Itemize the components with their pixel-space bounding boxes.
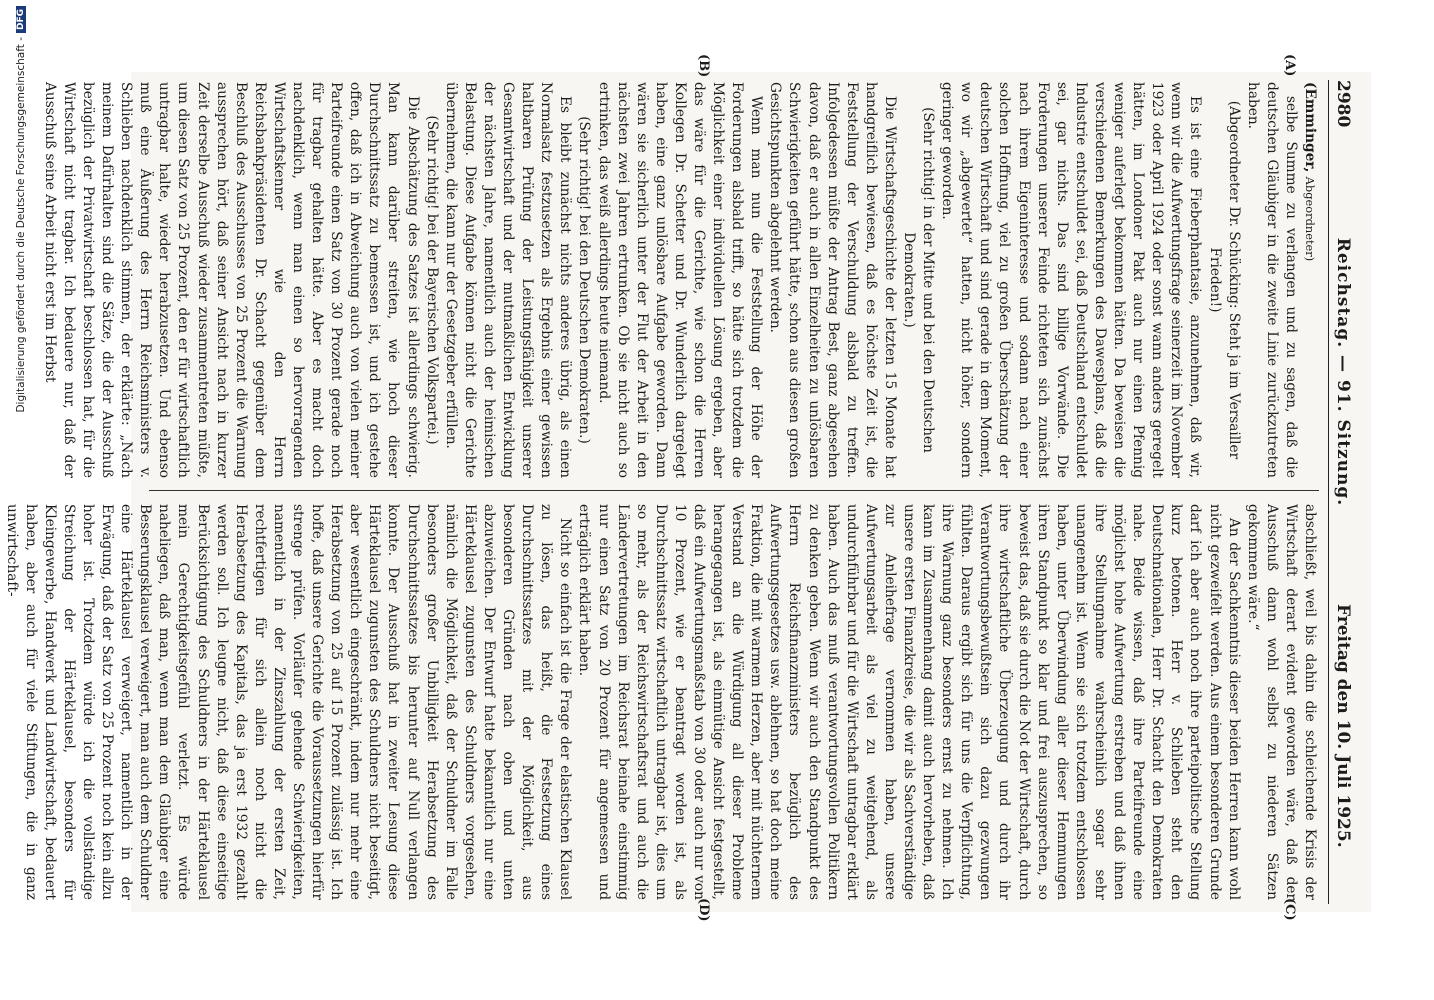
paragraph: Es ist eine Fieberphantasie, anzunehmen, daß wir, wenn wir die Aufwertungsfrage seinerzeit im November 1923 oder April 1924 oder sonst wann anders geregelt hätten, im Londoner Pakt auch nur einen Pfennig weniger auferlegt bekommen hätten. Da beweisen die verschiedenen Bemerkungen des Dawesplans, daß die Industrie entschuldet sei, daß Deutschland entschuldet sei, gar nichts. Das sind billige Vorwände. Die Forderungen unserer Feinde richteten sich zunächst nach ihrem Eigeninteresse und sodann nach einer solchen Hoffnung, viel zu großen Überschätzung der deutschen Wirtschaft und sind gerade in dem Moment, wo wir „abgewertet“ hatten, nicht höher, sondern geringer geworden.	[939, 82, 1204, 478]
paragraph: Die Abschätzung des Satzes ist allerdings schwierig. Man kann darüber streiten, wie hoch dieser Durchschnittssatz zu bemessen ist, und ich gestehe offen, daß ich in Abweichung auch von vielen meiner Parteifreunde einen Satz von 30 Prozent gerade noch für tragbar gehalten hätte. Aber es macht doch nachdenklich, wenn man einen so hervorragenden Wirtschaftskenner wie den Herrn Reichsbankpräsidenten Dr. Schacht gegenüber dem Beschluß des Ausschusses von 25 Prozent die Warnung aussprechen hört, daß seiner Ansicht nach in kurzer Zeit derselbe Ausschuß wieder zusammentreten müßte, um diesen Satz von 25 Prozent, den er für wirtschaftlich untragbar halte, wieder herabzusetzen. Und ebenso muß eine Äußerung des Herrn Reichsministers v. Schlieben nachdenklich stimmen, der erklärte: „Nach meinem Dafürhalten sind die Sätze, die der Ausschuß bezüglich der Privatwirtschaft beschlossen hat, für die Wirtschaft nicht tragbar. Ich bedauere nur, daß der Ausschuß seine Arbeit nicht erst im Herbst	[41, 82, 421, 478]
interjection: (Abgeordneter Dr. Schücking: Steht ja im Versailler Frieden!)	[1206, 100, 1242, 460]
interjection: (Sehr richtig! in der Mitte und bei den Deutschen Demokraten.)	[901, 107, 937, 453]
page-header	[1328, 80, 1357, 904]
paragraph: Es bleibt zunächst nichts anderes übrig, als einen Normalsatz festzusetzen als Ergebnis einer gewissen haltbaren Prüfung der Leistungsfähigkeit unserer Gesamtwirtschaft und der mutmaßlichen Entwicklung der nächsten Jahre, namentlich auch der heimischen Belastung. Diese Aufgabe können nicht die Gerichte übernehmen, die kann nur der Gesetzgeber erfüllen.	[442, 82, 574, 478]
speaker-role: Abgeordneter)	[1303, 176, 1317, 262]
paragraph: Die Wirtschaftsgeschichte der letzten 15 Monate hat handgreiflich bewiesen, daß es höchste Zeit ist, die Feststellung der Verschuldung alsbald zu treffen. Infolgedessen müßte der Antrag Best, ganz abgesehen davon, daß er auch in allen Einzelheiten zu unlösbaren Schwierigkeiten geführt hätte, schon aus diesen großen Gesichtspunkten abgelehnt werden.	[767, 82, 898, 478]
paragraph: An der Sachkenntnis dieser beiden Herren kann wohl nicht gezweifelt werden. Aus einem besonderen Grunde darf ich aber auch noch ihre parteipolitische Stellung kurz betonen. Herr v. Schlieben steht den Deutschnationalen, Herr Dr. Schacht den Demokraten nahe. Beide wissen, daß ihre Parteifreunde eine möglichst hohe Aufwertung erstreben und daß ihnen ihre Stellungnahme wahrscheinlich sogar sehr unangenehm ist. Wenn sie sich trotzdem entschlossen haben, unter Überwindung aller dieser Hemmungen ihren Standpunkt so klar und frei auszusprechen, so beweist das, daß sie durch die Not der Wirtschaft, durch ihre wirtschaftliche Überzeugung und durch ihr Verantwortungsbewußtsein sich dazu gezwungen fühlten. Daraus ergibt sich für uns die Verpflichtung, ihre Warnung ganz besonders ernst zu nehmen. Ich kann im Zusammenhang damit auch hervorheben, daß unsere ersten Finanzkreise, die wir als Sachverständige zur Anleihefrage vernommen haben, unsere Aufwertungsarbeit als viel zu weitgehend, als undurchführbar und für die Wirtschaft untragbar erklärt haben. Auch das muß verantwortungsvollen Politikern zu denken geben. Wenn wir auch den Standpunkt des Herrn Reichsfinanzministers bezüglich des Aufwertungsgesetzes usw. ablehnen, so hat doch meine Fraktion, die mit warmem Herzen, aber mit nüchternem Verstand an die Würdigung all dieser Probleme herangegangen ist, als einmütige Ansicht festgestellt, daß ein Aufwertungsmaßstab von 30 oder auch nur von 10 Prozent, wie er beantragt worden ist, als Durchschnittssatz wirtschaftlich untragbar ist, dies um so mehr, als der Reichswirtschaftsrat und auch die Ländervertretungen im Reichsrat beinahe einstimmig nur einen Satz von 20 Prozent für angemessen und erträglich erklärt haben.	[576, 504, 1242, 900]
digitization-footer	[14, 0, 28, 1000]
margin-mark-b: (B)	[696, 54, 711, 78]
margin-mark-c: (C)	[1282, 898, 1297, 921]
column-divider	[149, 490, 1319, 491]
footer-text: Digitalisierung gefördert durch die Deutsche Forschungsgemeinschaft -	[15, 37, 27, 413]
interjection: (Sehr richtig! bei der Bayerischen Volkspartei.)	[423, 115, 440, 445]
page-number: 2980	[1333, 80, 1353, 128]
session-date: Freitag den 10. Juli 1925.	[1333, 604, 1353, 848]
right-column	[3, 504, 1319, 900]
speaker-name: (Emminger,	[1302, 82, 1318, 173]
left-column	[41, 82, 1319, 478]
margin-mark-d: (D)	[696, 898, 711, 922]
speaker-heading	[1300, 82, 1319, 478]
paragraph: Wenn man nun die Feststellung der Höhe der Forderungen alsbald trifft, so hätte sich trotzdem die Möglichkeit einer individuellen Lösung ergeben, aber das wäre für die Gerichte, wie schon die Herren Kollegen Dr. Schetter und Dr. Wunderlich dargelegt haben, eine ganz unlösbare Aufgabe geworden. Dann wären sie sicherlich unter der Flut der Arbeit in den nächsten zwei Jahren ertrunken. Ob sie nicht auch so ertrinken, das weiß allerdings heute niemand.	[595, 82, 765, 478]
paragraph: Nicht so einfach ist die Frage der elastischen Klausel zu lösen, das heißt, die Festsetzung eines Durchschnittssatzes mit der Möglichkeit, aus besonderen Gründen nach oben und unten abzuweichen. Der Entwurf hatte bekanntlich nur eine Härteklausel zugunsten des Schuldners vorgesehen, nämlich die Möglichkeit, daß der Schuldner im Falle besonders großer Unbilligkeit Herabsetzung des Durchschnittssatzes bis herunter auf Null verlangen konnte. Der Ausschuß hat in zweiter Lesung diese Härteklausel zugunsten des Schuldners nicht beseitigt, aber wesentlich eingeschränkt, indem nur mehr eine Herabsetzung von 25 auf 15 Prozent zulässig ist. Ich hoffe, daß unsere Gerichte die Voraussetzungen hierfür strenge prüfen. Vorläufer gehende Schwierigkeiten, namentlich in der Zinszahlung der ersten Zeit, rechtfertigen für sich allein noch nicht die Herabsetzung des Kapitals, das ja erst 1932 gezahlt werden soll. Ich leugne nicht, daß diese einseitige Berücksichtigung des Schuldners in der Härteklausel mein Gerechtigkeitsgefühl verletzt. Es würde naheliegen, daß man, wenn man dem Gläubiger eine Besserungsklausel verweigert, man auch dem Schuldner eine Härteklausel verweigert, namentlich in der Erwägung, daß der Satz von 25 Prozent noch kein allzu hoher ist. Trotzdem würde ich die vollständige Streichung der Härteklausel, besonders für Kleingewerbe, Handwerk und Landwirtschaft, bedauert haben, aber auch für viele Stiftungen, die in ganz unwirtschaft-	[3, 504, 574, 900]
margin-mark-a: (A)	[1282, 54, 1297, 77]
paragraph: selbe Summe zu verlangen und zu sagen, daß die deutschen Gläubiger in die zweite Linie zurückzutreten haben.	[1244, 82, 1299, 478]
page-title: Reichstag. — 91. Sitzung.	[1333, 237, 1353, 507]
paragraph: abschließt, weil bis dahin die schleichende Krisis der Wirtschaft derart evident geworden wäre, daß der Ausschuß dann wohl selbst zu niederen Sätzen gekommen wäre.“	[1244, 504, 1318, 900]
dfg-logo: DFG	[16, 6, 26, 33]
interjection: (Sehr richtig! bei den Deutschen Demokraten.)	[576, 116, 593, 444]
